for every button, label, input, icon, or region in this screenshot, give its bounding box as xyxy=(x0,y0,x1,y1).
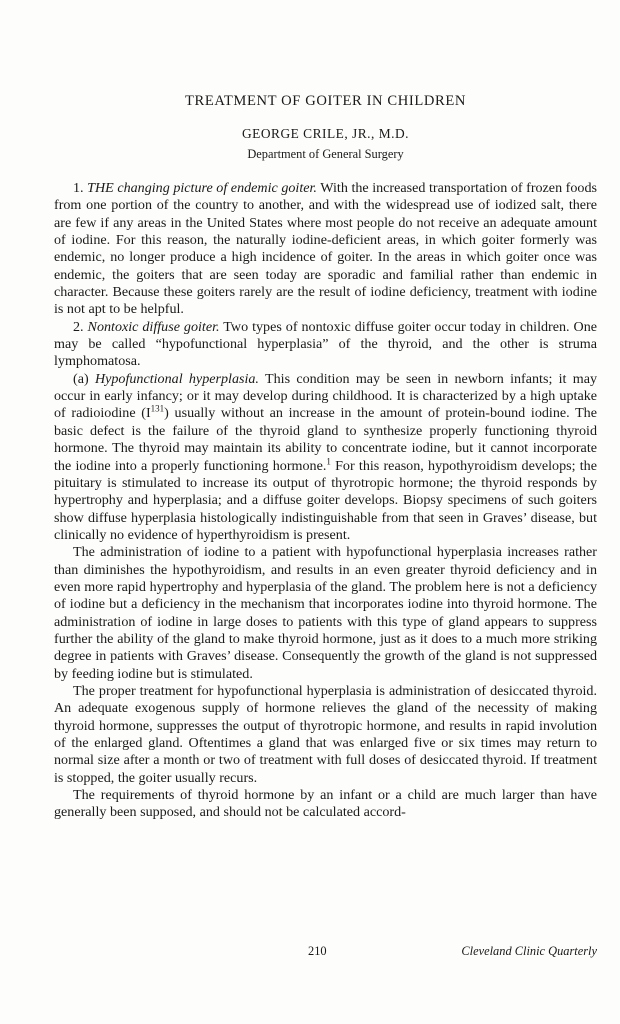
paragraph-6: The requirements of thyroid hormone by an infant or a child are much larger than have generally been supposed, and should not be calculated accord- xyxy=(54,787,597,821)
paragraph-2 xyxy=(54,319,597,371)
subsection-heading: Hypofunctional hyperplasia. xyxy=(94,370,259,387)
paragraph-text: With the increased transportation of frozen foods from one portion of the country to another, and with the widespread use of iodized salt, there are few if any areas in the United States where most people do not receive an adequate amount of iodine. For this reason, the naturally iodine-deficient areas, in which goiter formerly was endemic, no longer produce a high incidence of goiter. In the areas in which goiter once was endemic, the goiters that are seen today are sporadic and familial rather than endemic in character. Because these goiters rarely are the result of iodine deficiency, treatment with iodine is not apt to be helpful. xyxy=(54,180,597,318)
journal-name: Cleveland Clinic Quarterly xyxy=(461,944,597,958)
document-page xyxy=(54,0,597,1024)
page-footer xyxy=(54,944,597,964)
page-number: 210 xyxy=(308,944,327,958)
paragraph-4: The administration of iodine to a patient with hypofunctional hyperplasia increases rather than diminishes the hypothyroidism, and results in an even greater thyroid deficiency and in even more rapid hypertrophy and hyperplasia of the gland. The problem here is not a deficiency of iodine but a deficiency in the mechanism that incorporates iodine into thyroid hormone. The administration of iodine in large doses to patients with this type of gland appears to suppress further the ability of the gland to make thyroid hormone, just as it does to a much more striking degree in patients with Graves’ disease. Consequently the growth of the gland is not suppressed by feeding iodine but is stimulated. xyxy=(54,544,597,682)
author-department: Department of General Surgery xyxy=(247,147,404,161)
paragraph-text: Two types of nontoxic diffuse goiter occur today in children. One may be called “hypofunctional hyperplasia” of the thyroid, and the other is struma lymphomatosa. xyxy=(54,318,597,370)
footnote-reference: 1 xyxy=(326,455,331,466)
section-heading: THE changing picture of endemic goiter. xyxy=(87,180,317,196)
section-number: 1. xyxy=(73,180,84,196)
article-title: TREATMENT OF GOITER IN CHILDREN xyxy=(184,93,466,109)
paragraph-5: The proper treatment for hypofunctional hyperplasia is administration of desiccated thyroid. An adequate exogenous supply of hormone relieves the gland of the necessity of making thyroid hormone, suppresses the output of thyrotropic hormone, and results in rapid involution of the enlarged gland. Oftentimes a gland that was enlarged five or six times may return to normal size after a month or two of treatment with full doses of desiccated thyroid. If treatment is stopped, the goiter usually recurs. xyxy=(54,682,597,786)
subsection-label: (a) xyxy=(73,370,89,387)
author-name: GEORGE CRILE, JR., M.D. xyxy=(242,126,409,141)
isotope-superscript: 131 xyxy=(150,403,165,414)
section-number: 2. xyxy=(73,318,84,335)
paragraph-1 xyxy=(54,180,597,319)
paragraph-text: This condition may be seen in newborn infants; it may occur in early infancy; or it may develop during childhood. It is characterized by a high uptake of radioiodine (I xyxy=(54,370,597,422)
paragraph-3 xyxy=(54,371,597,544)
paragraph-text: For this reason, hypothyroidism develops; the pituitary is stimulated to increase its output of thyrotropic hormone; the thyroid responds by hypertrophy and hyperplasia; and a diffuse goiter develops. Biopsy specimens of such goiters show diffuse hyperplasia histologically indistinguishable from that seen in Graves’ disease, but clinically no evidence of hyperthyroidism is present. xyxy=(54,457,597,543)
section-heading: Nontoxic diffuse goiter. xyxy=(87,318,220,335)
article-body xyxy=(54,180,597,822)
paragraph-text: ) usually without an increase in the amount of protein-bound iodine. The basic defect is the failure of the thyroid gland to synthesize properly functioning thyroid hormone. The thyroid may maintain its ability to concentrate iodine, but it cannot incorporate the iodine into a properly functioning hormone. xyxy=(54,405,597,474)
